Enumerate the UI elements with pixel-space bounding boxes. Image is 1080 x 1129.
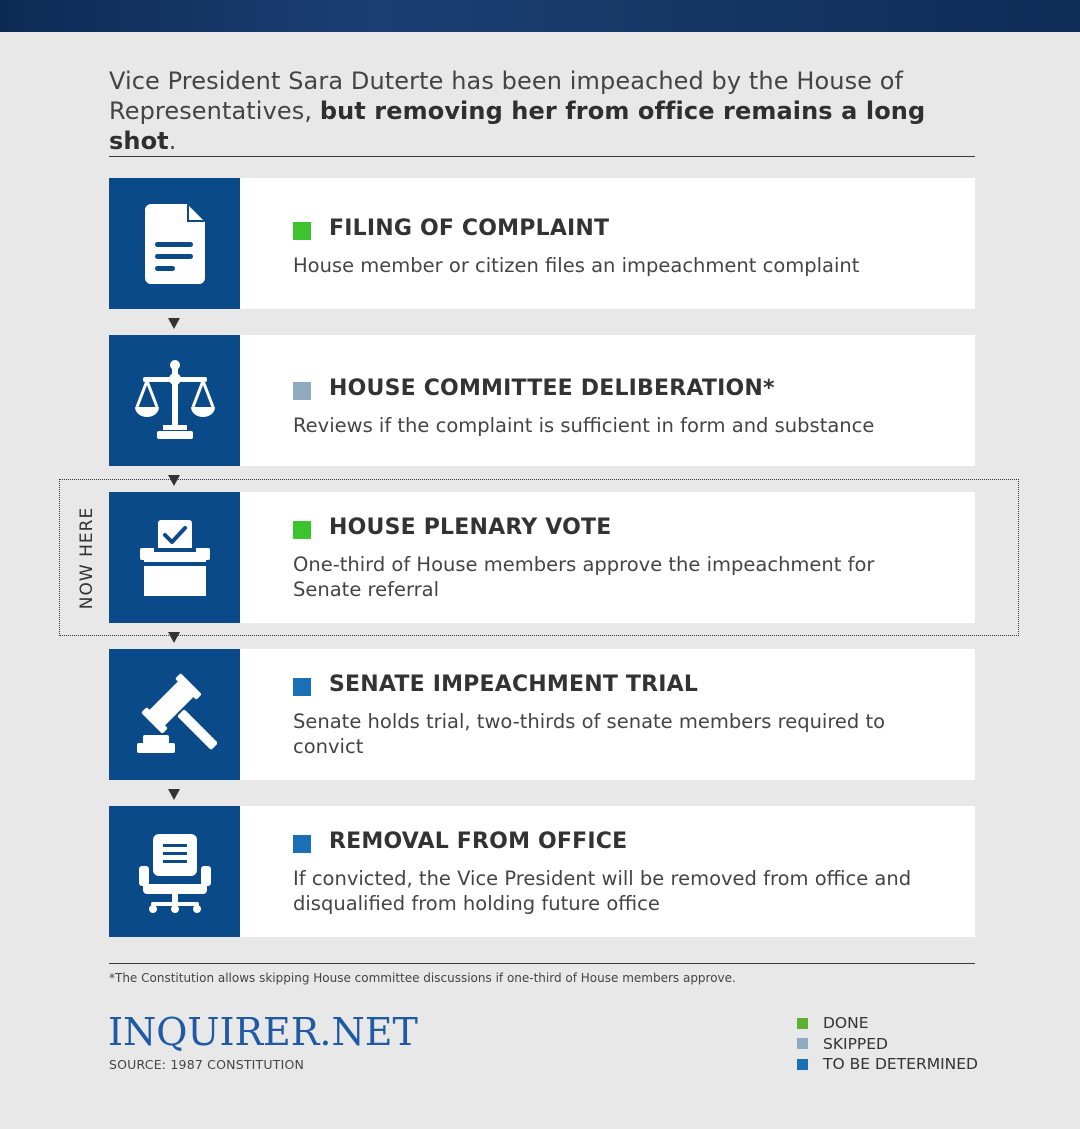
step-icon-box xyxy=(109,649,240,780)
step-house-committee-deliberation xyxy=(109,335,975,466)
flow-arrow xyxy=(168,789,180,800)
status-square xyxy=(293,678,311,696)
legend-swatch xyxy=(797,1018,808,1029)
status-square xyxy=(293,835,311,853)
gavel-icon xyxy=(133,673,217,757)
step-filing-of-complaint xyxy=(109,178,975,309)
step-icon-box xyxy=(109,178,240,309)
legend-swatch xyxy=(797,1059,808,1070)
office-chair-icon xyxy=(137,830,213,914)
step-removal-from-office xyxy=(109,806,975,937)
step-description: Senate holds trial, two-thirds of senate members required to convict xyxy=(293,710,886,758)
step-title: SENATE IMPEACHMENT TRIAL xyxy=(329,672,699,697)
legend-label: DONE xyxy=(823,1014,869,1033)
step-title: FILING OF COMPLAINT xyxy=(329,216,610,241)
step-senate-impeachment-trial xyxy=(109,649,975,780)
status-legend xyxy=(797,1013,978,1075)
bottom-divider xyxy=(109,963,975,964)
legend-label: TO BE DETERMINED xyxy=(823,1055,978,1074)
legend-swatch xyxy=(797,1038,808,1049)
top-divider xyxy=(109,156,975,157)
step-title: HOUSE COMMITTEE DELIBERATION* xyxy=(329,376,775,401)
status-square xyxy=(293,222,311,240)
scales-icon xyxy=(133,359,217,443)
legend-item-done xyxy=(797,1013,978,1034)
step-title: REMOVAL FROM OFFICE xyxy=(329,829,628,854)
now-here-label: NOW HERE xyxy=(77,506,97,610)
inquirer-logo: INQUIRER.NET xyxy=(108,1010,418,1054)
step-description: One-third of House members approve the impeachment for Senate referral xyxy=(293,553,875,601)
document-icon xyxy=(143,202,207,286)
intro-text: Vice President Sara Duterte has been impeached by the House of Representatives, but removing her from office remains a long shot. xyxy=(109,67,926,155)
ballot-box-icon xyxy=(140,518,210,598)
legend-item-skipped xyxy=(797,1034,978,1055)
step-description: Reviews if the complaint is sufficient in form and substance xyxy=(293,414,875,437)
source-credit: SOURCE: 1987 CONSTITUTION xyxy=(109,1057,305,1072)
status-square xyxy=(293,382,311,400)
flow-arrow xyxy=(168,318,180,329)
legend-label: SKIPPED xyxy=(823,1034,888,1053)
step-description: If convicted, the Vice President will be removed from office and disqualified from holding future office xyxy=(293,867,912,915)
step-house-plenary-vote xyxy=(109,492,975,623)
flow-arrow xyxy=(168,632,180,643)
status-square xyxy=(293,521,311,539)
step-icon-box xyxy=(109,806,240,937)
step-description: House member or citizen files an impeachment complaint xyxy=(293,254,860,277)
step-icon-box xyxy=(109,492,240,623)
step-title: HOUSE PLENARY VOTE xyxy=(329,515,612,540)
step-icon-box xyxy=(109,335,240,466)
footnote: *The Constitution allows skipping House committee discussions if one-third of House members approve. xyxy=(109,971,736,985)
header-banner xyxy=(0,0,1080,32)
legend-item-tbd xyxy=(797,1054,978,1075)
